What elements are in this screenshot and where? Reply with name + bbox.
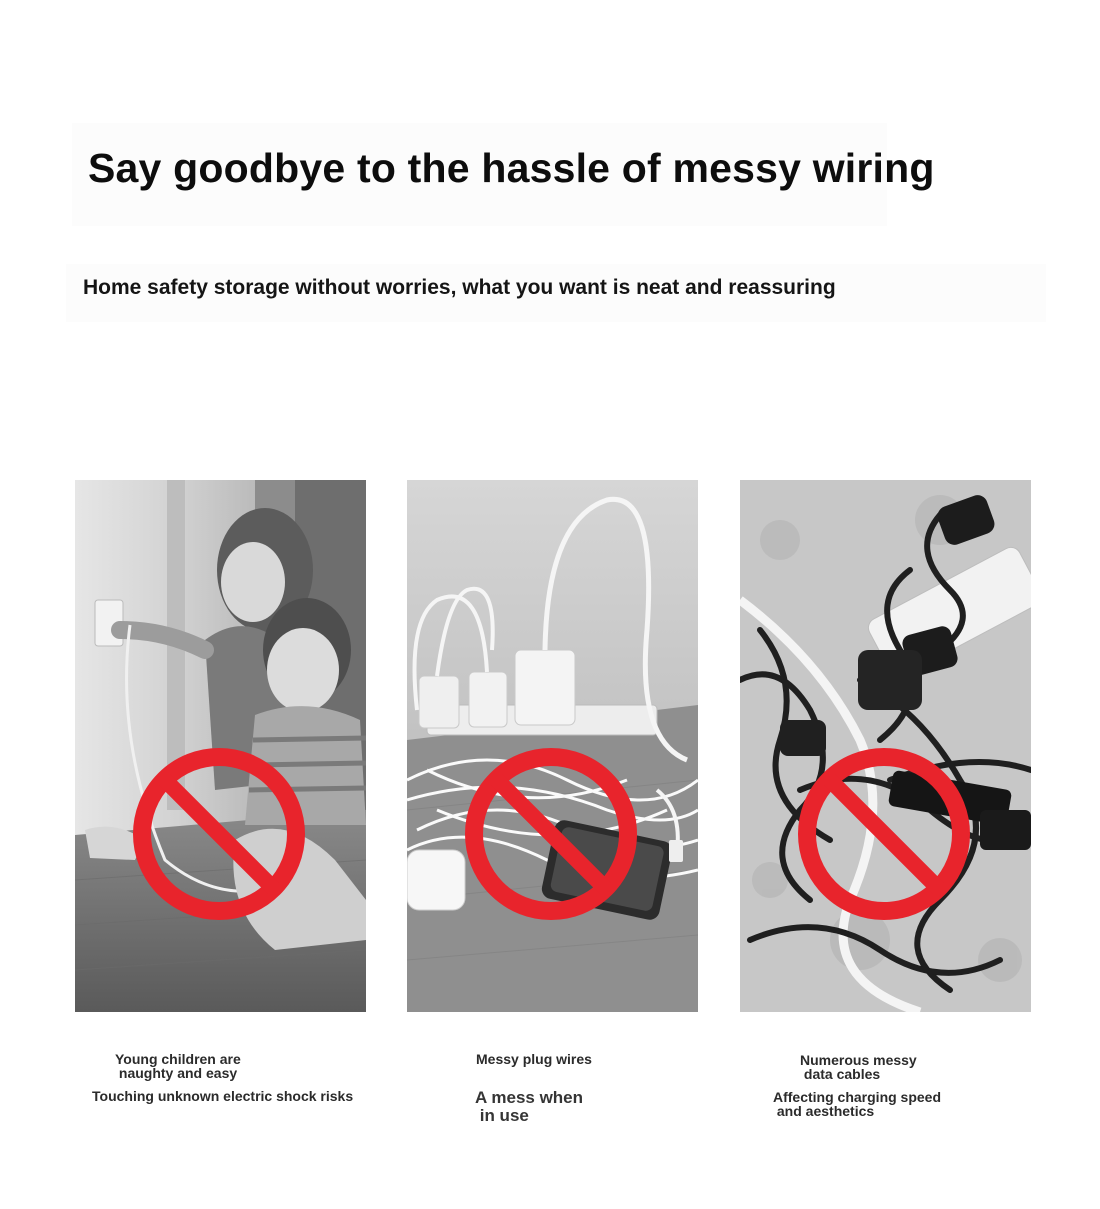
no-entry-sign-icon (463, 746, 639, 922)
panel-power-strip (740, 480, 1031, 1012)
no-entry-sign-icon (796, 746, 972, 922)
caption-children-primary: Young children are naughty and easy (115, 1051, 241, 1081)
panel-children-socket (75, 480, 366, 1012)
headline-title: Say goodbye to the hassle of messy wiring (88, 145, 935, 191)
panel-charger-cables (407, 480, 698, 1012)
no-entry-sign-icon (131, 746, 307, 922)
caption-cables-secondary: Affecting charging speed and aesthetics (773, 1089, 942, 1119)
subheadline-banner (66, 264, 1046, 322)
caption-cables-primary: Numerous messy data cables (800, 1052, 917, 1082)
subheadline-text: Home safety storage without worries, what you want is neat and reassuring (83, 276, 836, 299)
caption-children-secondary: Touching unknown electric shock risks (92, 1088, 354, 1104)
caption-plugs-secondary: A mess when in use (475, 1088, 584, 1125)
headline-banner (72, 123, 935, 226)
caption-plugs-primary: Messy plug wires (476, 1051, 592, 1067)
